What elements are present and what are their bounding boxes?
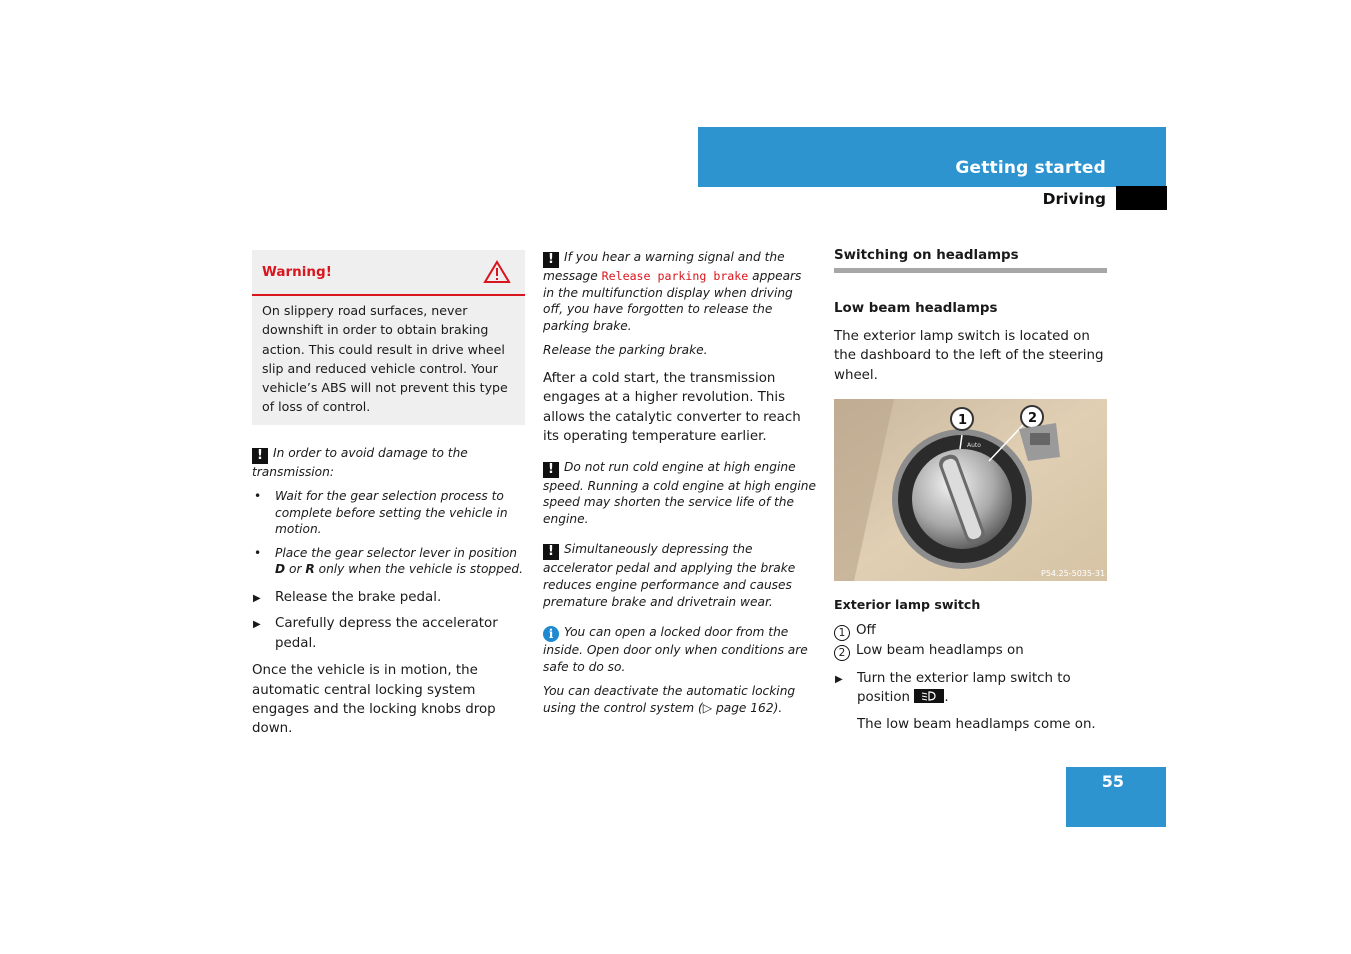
parking-brake-instruction: Release the parking brake.	[543, 343, 708, 358]
cold-start-paragraph: After a cold start, the transmission engages at a higher revolution. This allows the catalytic converter to reach its operating temperature earlier.	[543, 370, 801, 445]
svg-text:Auto: Auto	[967, 442, 981, 450]
step-release-brake: ▶ Release the brake pedal.	[252, 588, 525, 607]
svg-text:1: 1	[958, 413, 968, 429]
warning-text: On slippery road surfaces, never downshift in order to obtain braking action. This could result in drive wheel slip and reduced vehicle control. Your vehicle’s ABS will not prevent this type of loss of control.	[262, 303, 508, 415]
lamp-switch-intro: The exterior lamp switch is located on the dashboard to the left of the steering wheel.	[834, 328, 1104, 383]
list-item: • Place the gear selector lever in position D or R only when the vehicle is stopped.	[252, 545, 525, 578]
exclamation-icon: !	[543, 462, 559, 478]
low-beam-title: Low beam headlamps	[834, 301, 998, 317]
brake-accelerator-note: ! Simultaneously depressing the accelerator pedal and applying the brake reduces engine performance and causes premature brake and drivetrain wear.	[543, 542, 796, 609]
warning-title: Warning!	[262, 264, 332, 280]
info-icon: i	[543, 626, 559, 642]
exclamation-icon: !	[543, 252, 559, 268]
transmission-bullets	[252, 488, 525, 578]
list-item: • Wait for the gear selection process to complete before setting the vehicle in motion.	[252, 488, 525, 538]
figure-caption: Exterior lamp switch	[834, 597, 981, 613]
step-depress-accelerator: ▶ Carefully depress the accelerator pedal.	[252, 614, 525, 653]
low-beam-icon	[914, 689, 944, 703]
column-left	[252, 250, 525, 747]
headlamps-section-title: Switching on headlamps	[834, 246, 1107, 273]
door-info-note: i You can open a locked door from the inside. Open door only when conditions are safe to do so.	[543, 625, 808, 674]
parking-brake-note: ! If you hear a warning signal and the message Release parking brake appears in the multifunction display when driving off, you have forgotten to release the parking brake.	[543, 250, 802, 333]
legend-item: 2 Low beam headlamps on	[834, 641, 1107, 661]
chapter-tab-marker	[1116, 186, 1167, 210]
figure-legend	[834, 621, 1107, 661]
exterior-lamp-switch-figure	[834, 399, 1107, 581]
header-bar	[698, 127, 1166, 187]
subsection-title: Driving	[1042, 190, 1106, 208]
exclamation-icon: !	[252, 448, 268, 464]
column-middle	[543, 249, 816, 725]
svg-text:2: 2	[1028, 411, 1038, 427]
cold-engine-note: ! Do not run cold engine at high engine speed. Running a cold engine at high engine speed may shorten the service life of the engine.	[543, 459, 816, 526]
exclamation-icon: !	[543, 544, 559, 560]
warning-box	[252, 250, 525, 425]
step-result: The low beam headlamps come on.	[857, 716, 1096, 732]
step-turn-switch: ▶ Turn the exterior lamp switch to position .	[834, 669, 1107, 708]
page-number: 55	[1101, 772, 1124, 791]
warning-triangle-icon	[483, 260, 511, 284]
column-right	[834, 246, 1107, 742]
transmission-note: ! In order to avoid damage to the transmission:	[252, 445, 468, 479]
figure-code: P54.25-5035-31	[1041, 569, 1106, 579]
section-title: Getting started	[955, 158, 1106, 178]
legend-item: 1 Off	[834, 621, 1107, 641]
central-locking-paragraph: Once the vehicle is in motion, the automatic central locking system engages and the locking knobs drop down.	[252, 663, 496, 737]
warning-header	[252, 250, 525, 296]
display-message: Release parking brake	[601, 269, 749, 283]
auto-locking-info: You can deactivate the automatic locking using the control system (▷ page 162).	[543, 684, 796, 715]
